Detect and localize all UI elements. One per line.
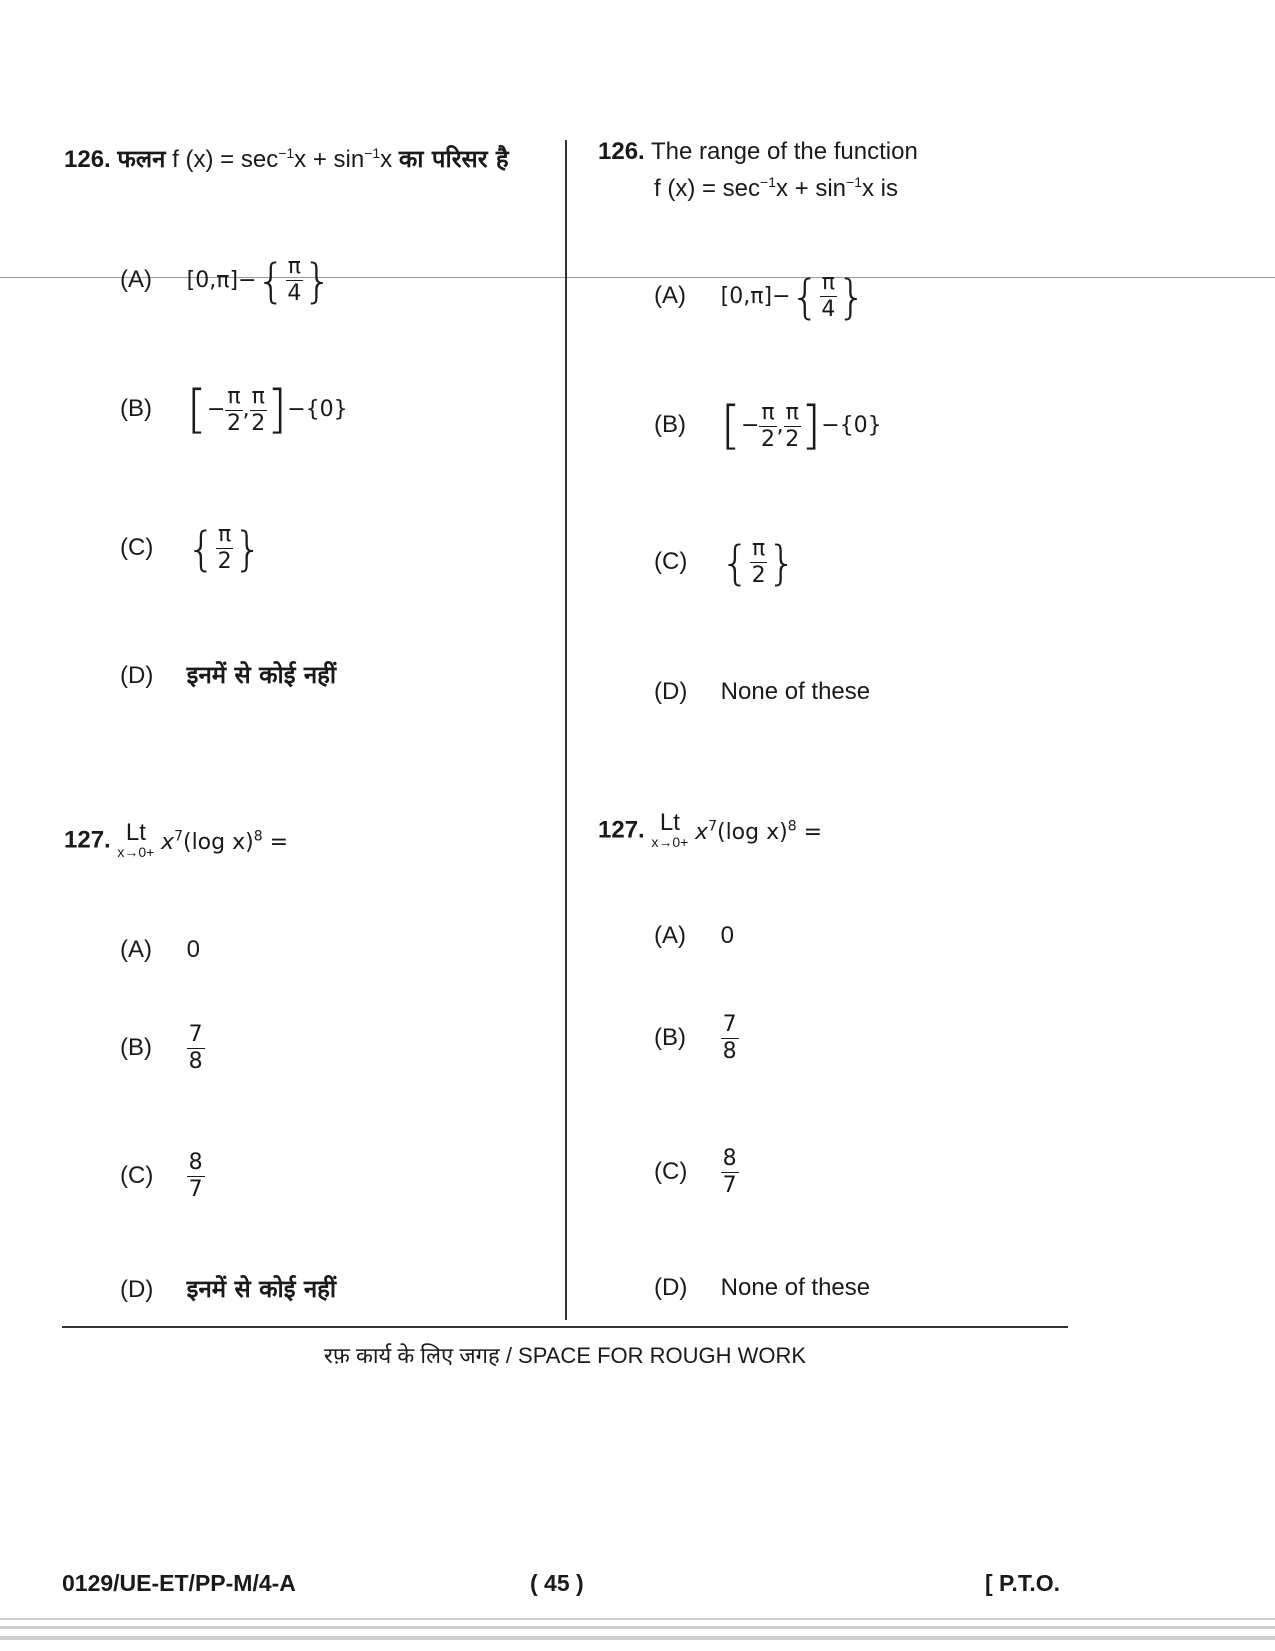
- footer-rule-3: [0, 1636, 1275, 1640]
- question-stem: [598, 810, 822, 850]
- function-expr: f $(x) = \sec^{-1}x + \sin^{-1}x$ is: [654, 174, 899, 202]
- footer-rule-1: [0, 1618, 1275, 1620]
- option-d[interactable]: (D) None of these: [654, 678, 871, 705]
- stem-hindi-prefix: फलन: [117, 145, 166, 173]
- option-b[interactable]: (B) [− $\frac{\pi}{2}$ , $\frac{\pi}{2}$ ]−{0}: [120, 380, 348, 440]
- option-a[interactable]: (A) 0: [120, 936, 201, 963]
- option-b-math: [− $\frac{\pi}{2}$ , $\frac{\pi}{2}$ ]−{0}: [186, 380, 348, 440]
- option-b-fraction: $\frac{7}{8}$: [722, 1012, 737, 1064]
- question-stem: [64, 820, 288, 860]
- stem-hindi-suffix: का परिसर है: [398, 145, 509, 173]
- option-c[interactable]: (C) $\frac{8}{7}$: [120, 1150, 203, 1202]
- option-a[interactable]: (A) [0,π]−{ $\frac{\pi}{4}$ }: [654, 269, 867, 324]
- option-d[interactable]: (D) None of these: [654, 1274, 871, 1301]
- column-divider: [565, 140, 567, 1320]
- footer-rule-2: [0, 1626, 1275, 1629]
- function-expr: f $(x) = \sec^{-1}x + \sin^{-1}x$: [172, 145, 393, 173]
- option-d[interactable]: (D) इनमें से कोई नहीं: [120, 661, 337, 689]
- option-b[interactable]: (B) $\frac{7}{8}$: [654, 1012, 737, 1064]
- option-c[interactable]: (C) { $\frac{\pi}{2}$ }: [120, 521, 263, 576]
- option-b[interactable]: (B) [− $\frac{\pi}{2}$ , $\frac{\pi}{2}$ ]−{0}: [654, 396, 882, 456]
- bottom-rule: [62, 1326, 1068, 1328]
- limit-operator: Lt x→0+: [117, 819, 155, 861]
- option-d[interactable]: (D) इनमें से कोई नहीं: [120, 1275, 337, 1303]
- option-b[interactable]: (B) $\frac{7}{8}$: [120, 1022, 203, 1074]
- question-number: 127.: [64, 826, 111, 854]
- rough-work-label: रफ़ कार्य के लिए जगह / SPACE FOR ROUGH WORK: [323, 1343, 807, 1368]
- question-number: 126.: [598, 138, 645, 165]
- pto-label: [ P.T.O.: [985, 1570, 1060, 1596]
- option-c[interactable]: (C) { $\frac{\pi}{2}$ }: [654, 535, 797, 590]
- option-a-math: [0,π]−{ $\frac{\pi}{4}$ }: [186, 253, 333, 308]
- limit-expr: $x^7(\log$ x)$^8$ =: [161, 828, 289, 856]
- limit-operator: Lt x→0+: [651, 809, 689, 851]
- stem-text: The range of the function: [650, 138, 918, 165]
- question-number: 127.: [598, 816, 645, 844]
- question-number: 126.: [64, 146, 111, 173]
- question-stem: [64, 138, 509, 175]
- option-b-fraction: $\frac{7}{8}$: [188, 1022, 203, 1074]
- option-c-fraction: $\frac{8}{7}$: [722, 1146, 737, 1198]
- option-a-math: [0,π]−{ $\frac{\pi}{4}$ }: [720, 269, 867, 324]
- option-c[interactable]: (C) $\frac{8}{7}$: [654, 1146, 737, 1198]
- option-c-fraction: $\frac{8}{7}$: [188, 1150, 203, 1202]
- option-a[interactable]: (A) 0: [654, 922, 735, 949]
- question-stem: [598, 136, 998, 204]
- option-c-math: { $\frac{\pi}{2}$ }: [186, 521, 263, 576]
- page-number: ( 45 ): [530, 1570, 584, 1596]
- limit-expr: $x^7(\log$ x)$^8$ =: [695, 818, 823, 846]
- option-c-math: { $\frac{\pi}{2}$ }: [720, 535, 797, 590]
- option-a[interactable]: (A) [0,π]−{ $\frac{\pi}{4}$ }: [120, 253, 333, 308]
- option-b-math: [− $\frac{\pi}{2}$ , $\frac{\pi}{2}$ ]−{0}: [720, 396, 882, 456]
- paper-code: 0129/UE-ET/PP-M/4-A: [62, 1570, 296, 1596]
